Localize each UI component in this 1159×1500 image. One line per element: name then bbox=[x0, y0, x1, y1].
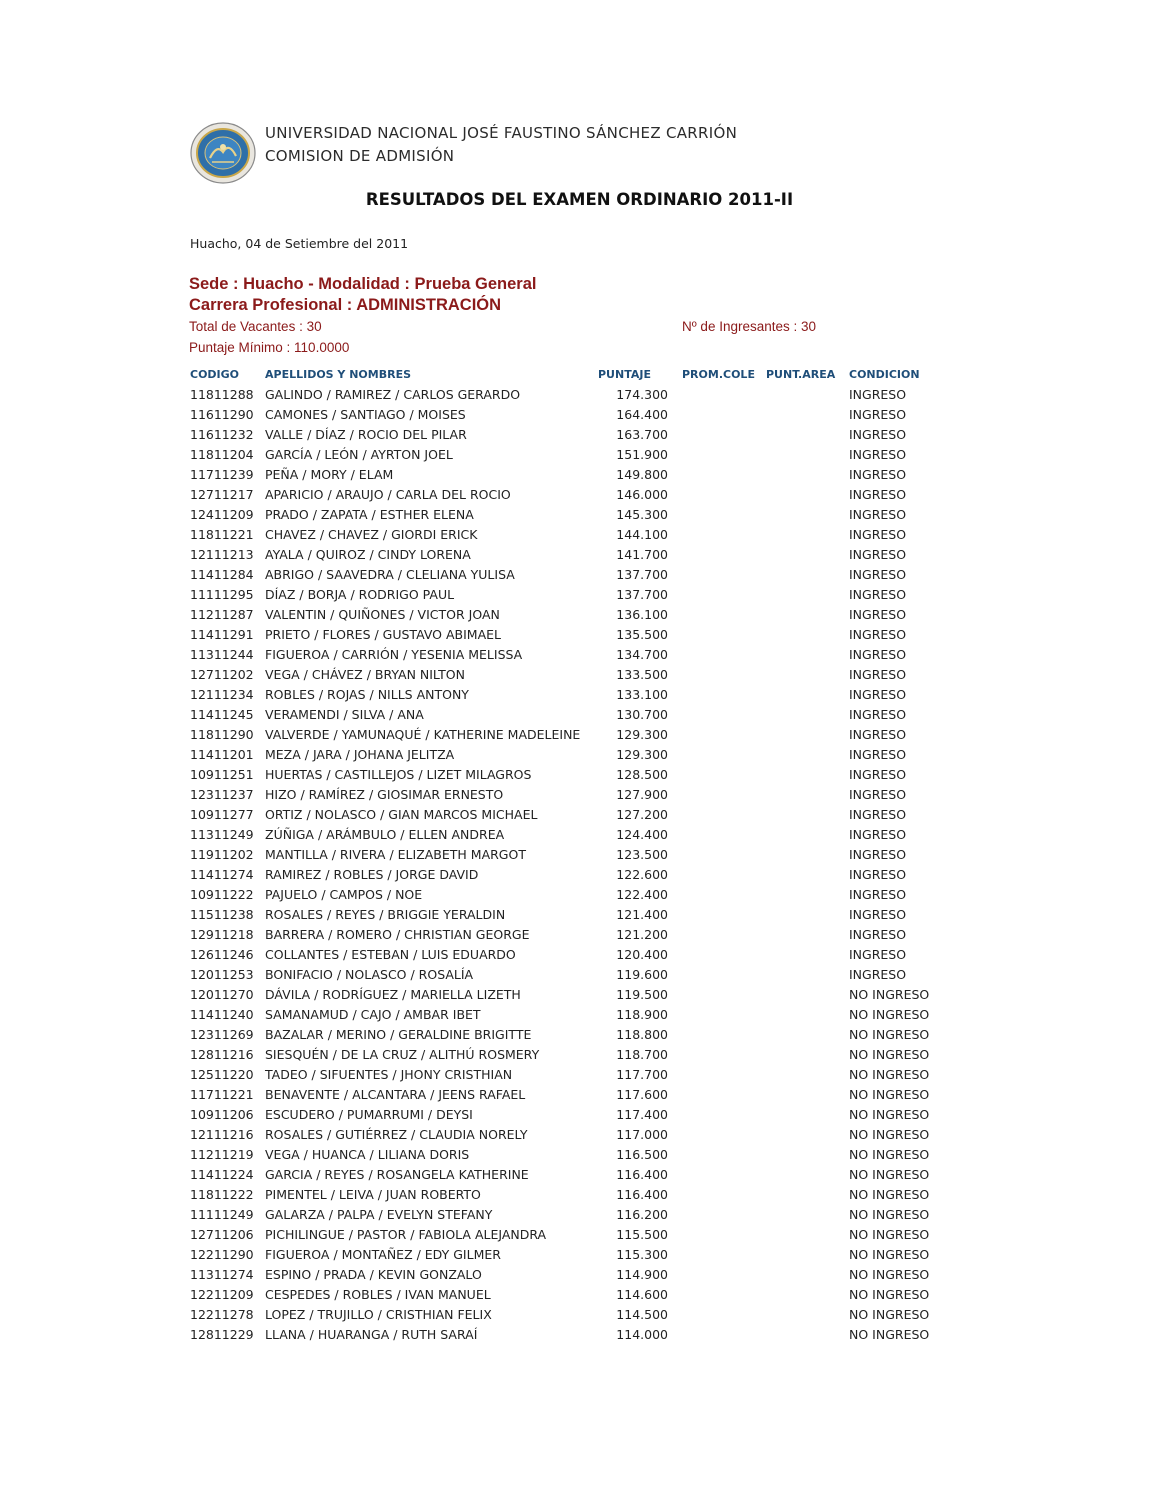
row-apellidos-nombres: PRADO / ZAPATA / ESTHER ELENA bbox=[265, 507, 474, 522]
row-condicion: NO INGRESO bbox=[849, 1087, 930, 1102]
table-row bbox=[0, 905, 1159, 925]
row-condicion: NO INGRESO bbox=[849, 1127, 930, 1142]
row-puntaje: 120.400 bbox=[616, 947, 668, 962]
row-apellidos-nombres: ESPINO / PRADA / KEVIN GONZALO bbox=[265, 1267, 482, 1282]
row-codigo: 11111249 bbox=[190, 1207, 254, 1222]
row-codigo: 11811204 bbox=[190, 447, 254, 462]
row-codigo: 11411224 bbox=[190, 1167, 254, 1182]
row-codigo: 12911218 bbox=[190, 927, 254, 942]
table-row bbox=[0, 645, 1159, 665]
table-row bbox=[0, 1065, 1159, 1085]
carrera-profesional: Carrera Profesional : ADMINISTRACIÓN bbox=[189, 296, 502, 314]
row-puntaje: 174.300 bbox=[616, 387, 668, 402]
row-apellidos-nombres: DÁVILA / RODRÍGUEZ / MARIELLA LIZETH bbox=[265, 987, 521, 1002]
row-puntaje: 117.400 bbox=[616, 1107, 668, 1122]
table-row bbox=[0, 765, 1159, 785]
header-apellidos-nombres: APELLIDOS Y NOMBRES bbox=[265, 368, 412, 381]
row-condicion: NO INGRESO bbox=[849, 1267, 930, 1282]
row-condicion: NO INGRESO bbox=[849, 1067, 930, 1082]
row-puntaje: 122.600 bbox=[616, 867, 668, 882]
table-row bbox=[0, 1145, 1159, 1165]
row-condicion: NO INGRESO bbox=[849, 1287, 930, 1302]
row-puntaje: 145.300 bbox=[616, 507, 668, 522]
row-puntaje: 128.500 bbox=[616, 767, 668, 782]
row-codigo: 12411209 bbox=[190, 507, 254, 522]
header-condicion: CONDICION bbox=[849, 368, 920, 381]
row-codigo: 11811221 bbox=[190, 527, 254, 542]
row-puntaje: 136.100 bbox=[616, 607, 668, 622]
row-condicion: INGRESO bbox=[849, 907, 907, 922]
row-puntaje: 164.400 bbox=[616, 407, 668, 422]
row-codigo: 11411245 bbox=[190, 707, 254, 722]
row-apellidos-nombres: GARCIA / REYES / ROSANGELA KATHERINE bbox=[265, 1167, 529, 1182]
row-condicion: NO INGRESO bbox=[849, 1107, 930, 1122]
row-apellidos-nombres: HUERTAS / CASTILLEJOS / LIZET MILAGROS bbox=[265, 767, 532, 782]
row-puntaje: 137.700 bbox=[616, 587, 668, 602]
row-condicion: INGRESO bbox=[849, 727, 907, 742]
table-row bbox=[0, 865, 1159, 885]
table-row bbox=[0, 1165, 1159, 1185]
row-puntaje: 127.200 bbox=[616, 807, 668, 822]
row-puntaje: 122.400 bbox=[616, 887, 668, 902]
row-condicion: NO INGRESO bbox=[849, 1147, 930, 1162]
row-codigo: 11311244 bbox=[190, 647, 254, 662]
table-row bbox=[0, 725, 1159, 745]
row-condicion: INGRESO bbox=[849, 787, 907, 802]
row-apellidos-nombres: ABRIGO / SAAVEDRA / CLELIANA YULISA bbox=[265, 567, 515, 582]
table-row bbox=[0, 565, 1159, 585]
row-apellidos-nombres: LOPEZ / TRUJILLO / CRISTHIAN FELIX bbox=[265, 1307, 492, 1322]
row-codigo: 12711202 bbox=[190, 667, 254, 682]
table-row bbox=[0, 1125, 1159, 1145]
row-apellidos-nombres: HIZO / RAMÍREZ / GIOSIMAR ERNESTO bbox=[265, 787, 504, 802]
puntaje-minimo: Puntaje Mínimo : 110.0000 bbox=[189, 340, 350, 355]
row-codigo: 11411274 bbox=[190, 867, 254, 882]
table-row bbox=[0, 885, 1159, 905]
results-table-body bbox=[0, 385, 1159, 1345]
document-title: RESULTADOS DEL EXAMEN ORDINARIO 2011-II bbox=[365, 190, 794, 209]
row-apellidos-nombres: VEGA / HUANCA / LILIANA DORIS bbox=[265, 1147, 470, 1162]
row-condicion: INGRESO bbox=[849, 447, 907, 462]
row-condicion: NO INGRESO bbox=[849, 1007, 930, 1022]
row-apellidos-nombres: AYALA / QUIROZ / CINDY LORENA bbox=[265, 547, 471, 562]
table-row bbox=[0, 785, 1159, 805]
table-row bbox=[0, 585, 1159, 605]
row-apellidos-nombres: BAZALAR / MERINO / GERALDINE BRIGITTE bbox=[265, 1027, 532, 1042]
table-row bbox=[0, 545, 1159, 565]
table-row bbox=[0, 685, 1159, 705]
row-codigo: 12211290 bbox=[190, 1247, 254, 1262]
row-apellidos-nombres: VALENTIN / QUIÑONES / VICTOR JOAN bbox=[265, 607, 500, 622]
row-puntaje: 146.000 bbox=[616, 487, 668, 502]
row-puntaje: 121.400 bbox=[616, 907, 668, 922]
row-apellidos-nombres: CAMONES / SANTIAGO / MOISES bbox=[265, 407, 466, 422]
row-apellidos-nombres: ROSALES / REYES / BRIGGIE YERALDIN bbox=[265, 907, 506, 922]
row-puntaje: 117.600 bbox=[616, 1087, 668, 1102]
row-condicion: INGRESO bbox=[849, 667, 907, 682]
row-puntaje: 114.900 bbox=[616, 1267, 668, 1282]
row-apellidos-nombres: SIESQUÉN / DE LA CRUZ / ALITHÚ ROSMERY bbox=[265, 1047, 540, 1062]
table-row bbox=[0, 805, 1159, 825]
document-header bbox=[190, 120, 890, 186]
row-condicion: INGRESO bbox=[849, 687, 907, 702]
row-codigo: 11211287 bbox=[190, 607, 254, 622]
row-apellidos-nombres: APARICIO / ARAUJO / CARLA DEL ROCIO bbox=[265, 487, 511, 502]
row-codigo: 12611246 bbox=[190, 947, 254, 962]
row-condicion: INGRESO bbox=[849, 767, 907, 782]
table-row bbox=[0, 1105, 1159, 1125]
row-apellidos-nombres: GALINDO / RAMIREZ / CARLOS GERARDO bbox=[265, 387, 521, 402]
row-condicion: NO INGRESO bbox=[849, 987, 930, 1002]
row-puntaje: 149.800 bbox=[616, 467, 668, 482]
row-apellidos-nombres: SAMANAMUD / CAJO / AMBAR IBET bbox=[265, 1007, 481, 1022]
row-puntaje: 117.000 bbox=[616, 1127, 668, 1142]
row-apellidos-nombres: FIGUEROA / CARRIÓN / YESENIA MELISSA bbox=[265, 647, 523, 662]
row-condicion: NO INGRESO bbox=[849, 1167, 930, 1182]
row-condicion: INGRESO bbox=[849, 527, 907, 542]
table-header bbox=[0, 368, 1159, 384]
row-condicion: INGRESO bbox=[849, 807, 907, 822]
row-codigo: 12011253 bbox=[190, 967, 254, 982]
table-row bbox=[0, 1305, 1159, 1325]
row-apellidos-nombres: TADEO / SIFUENTES / JHONY CRISTHIAN bbox=[265, 1067, 513, 1082]
table-row bbox=[0, 625, 1159, 645]
row-codigo: 12211209 bbox=[190, 1287, 254, 1302]
table-row bbox=[0, 1245, 1159, 1265]
row-apellidos-nombres: RAMIREZ / ROBLES / JORGE DAVID bbox=[265, 867, 479, 882]
row-condicion: INGRESO bbox=[849, 467, 907, 482]
row-puntaje: 129.300 bbox=[616, 727, 668, 742]
row-codigo: 10911277 bbox=[190, 807, 254, 822]
table-row bbox=[0, 525, 1159, 545]
table-row bbox=[0, 1025, 1159, 1045]
row-condicion: INGRESO bbox=[849, 927, 907, 942]
row-apellidos-nombres: DÍAZ / BORJA / RODRIGO PAUL bbox=[265, 587, 455, 602]
total-vacantes: Total de Vacantes : 30 bbox=[189, 319, 322, 334]
row-apellidos-nombres: GALARZA / PALPA / EVELYN STEFANY bbox=[265, 1207, 493, 1222]
row-codigo: 11411291 bbox=[190, 627, 254, 642]
table-row bbox=[0, 1185, 1159, 1205]
row-condicion: INGRESO bbox=[849, 887, 907, 902]
row-puntaje: 114.600 bbox=[616, 1287, 668, 1302]
header-punt-area: PUNT.AREA bbox=[766, 368, 836, 381]
row-codigo: 11311249 bbox=[190, 827, 254, 842]
row-codigo: 11611232 bbox=[190, 427, 254, 442]
row-apellidos-nombres: PRIETO / FLORES / GUSTAVO ABIMAEL bbox=[265, 627, 502, 642]
row-puntaje: 127.900 bbox=[616, 787, 668, 802]
row-puntaje: 115.500 bbox=[616, 1227, 668, 1242]
table-row bbox=[0, 445, 1159, 465]
row-apellidos-nombres: PIMENTEL / LEIVA / JUAN ROBERTO bbox=[265, 1187, 481, 1202]
table-row bbox=[0, 485, 1159, 505]
row-apellidos-nombres: PAJUELO / CAMPOS / NOE bbox=[265, 887, 423, 902]
row-condicion: NO INGRESO bbox=[849, 1227, 930, 1242]
row-puntaje: 116.400 bbox=[616, 1167, 668, 1182]
row-apellidos-nombres: BONIFACIO / NOLASCO / ROSALÍA bbox=[265, 967, 474, 982]
row-codigo: 11611290 bbox=[190, 407, 254, 422]
header-puntaje: PUNTAJE bbox=[598, 368, 651, 381]
row-puntaje: 118.900 bbox=[616, 1007, 668, 1022]
row-condicion: NO INGRESO bbox=[849, 1207, 930, 1222]
row-puntaje: 115.300 bbox=[616, 1247, 668, 1262]
table-row bbox=[0, 925, 1159, 945]
table-row bbox=[0, 1265, 1159, 1285]
row-puntaje: 137.700 bbox=[616, 567, 668, 582]
row-condicion: INGRESO bbox=[849, 507, 907, 522]
row-codigo: 11811222 bbox=[190, 1187, 254, 1202]
row-puntaje: 114.000 bbox=[616, 1327, 668, 1342]
row-codigo: 12311269 bbox=[190, 1027, 254, 1042]
row-condicion: INGRESO bbox=[849, 587, 907, 602]
row-codigo: 10911251 bbox=[190, 767, 254, 782]
row-codigo: 11711239 bbox=[190, 467, 254, 482]
row-condicion: INGRESO bbox=[849, 827, 907, 842]
row-apellidos-nombres: MANTILLA / RIVERA / ELIZABETH MARGOT bbox=[265, 847, 526, 862]
row-condicion: NO INGRESO bbox=[849, 1247, 930, 1262]
row-puntaje: 163.700 bbox=[616, 427, 668, 442]
sede-modalidad: Sede : Huacho - Modalidad : Prueba General bbox=[189, 275, 537, 293]
row-condicion: NO INGRESO bbox=[849, 1027, 930, 1042]
document-date: Huacho, 04 de Setiembre del 2011 bbox=[190, 236, 409, 251]
row-codigo: 12211278 bbox=[190, 1307, 254, 1322]
row-condicion: INGRESO bbox=[849, 387, 907, 402]
table-row bbox=[0, 945, 1159, 965]
table-row bbox=[0, 1325, 1159, 1345]
university-seal-icon bbox=[190, 122, 256, 184]
row-puntaje: 133.500 bbox=[616, 667, 668, 682]
table-row bbox=[0, 405, 1159, 425]
table-row bbox=[0, 385, 1159, 405]
numero-ingresantes: Nº de Ingresantes : 30 bbox=[682, 319, 817, 334]
row-codigo: 12111216 bbox=[190, 1127, 254, 1142]
row-codigo: 10911206 bbox=[190, 1107, 254, 1122]
table-row bbox=[0, 665, 1159, 685]
row-puntaje: 117.700 bbox=[616, 1067, 668, 1082]
table-row bbox=[0, 965, 1159, 985]
row-condicion: NO INGRESO bbox=[849, 1307, 930, 1322]
row-apellidos-nombres: ORTIZ / NOLASCO / GIAN MARCOS MICHAEL bbox=[265, 807, 538, 822]
table-row bbox=[0, 1085, 1159, 1105]
table-row bbox=[0, 1045, 1159, 1065]
row-puntaje: 133.100 bbox=[616, 687, 668, 702]
table-row bbox=[0, 1225, 1159, 1245]
row-puntaje: 121.200 bbox=[616, 927, 668, 942]
row-condicion: INGRESO bbox=[849, 627, 907, 642]
institution-name: UNIVERSIDAD NACIONAL JOSÉ FAUSTINO SÁNCHEZ CARRIÓN bbox=[265, 124, 738, 142]
row-codigo: 11411201 bbox=[190, 747, 254, 762]
row-apellidos-nombres: ESCUDERO / PUMARRUMI / DEYSI bbox=[265, 1107, 473, 1122]
row-puntaje: 118.800 bbox=[616, 1027, 668, 1042]
header-prom-cole: PROM.COLE bbox=[682, 368, 755, 381]
row-codigo: 12111234 bbox=[190, 687, 254, 702]
row-puntaje: 118.700 bbox=[616, 1047, 668, 1062]
table-row bbox=[0, 605, 1159, 625]
row-condicion: INGRESO bbox=[849, 847, 907, 862]
row-puntaje: 130.700 bbox=[616, 707, 668, 722]
row-codigo: 12011270 bbox=[190, 987, 254, 1002]
table-row bbox=[0, 845, 1159, 865]
row-apellidos-nombres: PEÑA / MORY / ELAM bbox=[265, 467, 394, 482]
row-apellidos-nombres: VERAMENDI / SILVA / ANA bbox=[265, 707, 424, 722]
row-puntaje: 124.400 bbox=[616, 827, 668, 842]
row-apellidos-nombres: VALLE / DÍAZ / ROCIO DEL PILAR bbox=[265, 427, 467, 442]
row-puntaje: 144.100 bbox=[616, 527, 668, 542]
row-puntaje: 119.600 bbox=[616, 967, 668, 982]
row-codigo: 12111213 bbox=[190, 547, 254, 562]
table-row bbox=[0, 1005, 1159, 1025]
row-puntaje: 114.500 bbox=[616, 1307, 668, 1322]
table-row bbox=[0, 1285, 1159, 1305]
row-codigo: 11511238 bbox=[190, 907, 254, 922]
row-codigo: 11811290 bbox=[190, 727, 254, 742]
row-apellidos-nombres: FIGUEROA / MONTAÑEZ / EDY GILMER bbox=[265, 1247, 501, 1262]
table-row bbox=[0, 745, 1159, 765]
table-row bbox=[0, 465, 1159, 485]
table-row bbox=[0, 505, 1159, 525]
row-codigo: 11411284 bbox=[190, 567, 254, 582]
row-condicion: INGRESO bbox=[849, 647, 907, 662]
row-condicion: INGRESO bbox=[849, 487, 907, 502]
row-condicion: INGRESO bbox=[849, 967, 907, 982]
row-puntaje: 135.500 bbox=[616, 627, 668, 642]
row-condicion: INGRESO bbox=[849, 567, 907, 582]
row-puntaje: 116.500 bbox=[616, 1147, 668, 1162]
row-condicion: INGRESO bbox=[849, 867, 907, 882]
row-condicion: INGRESO bbox=[849, 607, 907, 622]
row-apellidos-nombres: VEGA / CHÁVEZ / BRYAN NILTON bbox=[265, 667, 465, 682]
row-condicion: INGRESO bbox=[849, 747, 907, 762]
row-condicion: NO INGRESO bbox=[849, 1187, 930, 1202]
row-apellidos-nombres: BENAVENTE / ALCANTARA / JEENS RAFAEL bbox=[265, 1087, 526, 1102]
row-condicion: INGRESO bbox=[849, 407, 907, 422]
committee-name: COMISION DE ADMISIÓN bbox=[265, 147, 455, 165]
row-puntaje: 116.200 bbox=[616, 1207, 668, 1222]
row-apellidos-nombres: ROBLES / ROJAS / NILLS ANTONY bbox=[265, 687, 469, 702]
row-codigo: 12711206 bbox=[190, 1227, 254, 1242]
row-codigo: 11111295 bbox=[190, 587, 254, 602]
row-apellidos-nombres: BARRERA / ROMERO / CHRISTIAN GEORGE bbox=[265, 927, 530, 942]
row-codigo: 12711217 bbox=[190, 487, 254, 502]
table-row bbox=[0, 825, 1159, 845]
table-row bbox=[0, 425, 1159, 445]
row-codigo: 12811229 bbox=[190, 1327, 254, 1342]
row-condicion: INGRESO bbox=[849, 547, 907, 562]
table-row bbox=[0, 985, 1159, 1005]
row-apellidos-nombres: ZÚÑIGA / ARÁMBULO / ELLEN ANDREA bbox=[265, 827, 505, 842]
row-codigo: 11211219 bbox=[190, 1147, 254, 1162]
row-codigo: 12511220 bbox=[190, 1067, 254, 1082]
row-condicion: INGRESO bbox=[849, 427, 907, 442]
row-apellidos-nombres: VALVERDE / YAMUNAQUÉ / KATHERINE MADELEINE bbox=[265, 727, 581, 742]
row-codigo: 12811216 bbox=[190, 1047, 254, 1062]
row-puntaje: 119.500 bbox=[616, 987, 668, 1002]
table-row bbox=[0, 1205, 1159, 1225]
row-apellidos-nombres: GARCÍA / LEÓN / AYRTON JOEL bbox=[265, 447, 453, 462]
table-row bbox=[0, 705, 1159, 725]
row-apellidos-nombres: LLANA / HUARANGA / RUTH SARAÍ bbox=[265, 1327, 478, 1342]
row-puntaje: 129.300 bbox=[616, 747, 668, 762]
row-puntaje: 134.700 bbox=[616, 647, 668, 662]
row-codigo: 12311237 bbox=[190, 787, 254, 802]
row-apellidos-nombres: PICHILINGUE / PASTOR / FABIOLA ALEJANDRA bbox=[265, 1227, 547, 1242]
row-codigo: 11411240 bbox=[190, 1007, 254, 1022]
row-condicion: NO INGRESO bbox=[849, 1047, 930, 1062]
row-codigo: 10911222 bbox=[190, 887, 254, 902]
row-condicion: INGRESO bbox=[849, 947, 907, 962]
row-codigo: 11711221 bbox=[190, 1087, 254, 1102]
row-apellidos-nombres: CESPEDES / ROBLES / IVAN MANUEL bbox=[265, 1287, 491, 1302]
row-puntaje: 141.700 bbox=[616, 547, 668, 562]
row-condicion: INGRESO bbox=[849, 707, 907, 722]
row-apellidos-nombres: CHAVEZ / CHAVEZ / GIORDI ERICK bbox=[265, 527, 478, 542]
row-codigo: 11811288 bbox=[190, 387, 254, 402]
header-codigo: CODIGO bbox=[190, 368, 240, 381]
row-apellidos-nombres: COLLANTES / ESTEBAN / LUIS EDUARDO bbox=[265, 947, 516, 962]
row-puntaje: 151.900 bbox=[616, 447, 668, 462]
row-codigo: 11911202 bbox=[190, 847, 254, 862]
row-codigo: 11311274 bbox=[190, 1267, 254, 1282]
row-apellidos-nombres: MEZA / JARA / JOHANA JELITZA bbox=[265, 747, 455, 762]
row-puntaje: 116.400 bbox=[616, 1187, 668, 1202]
row-apellidos-nombres: ROSALES / GUTIÉRREZ / CLAUDIA NORELY bbox=[265, 1127, 528, 1142]
row-puntaje: 123.500 bbox=[616, 847, 668, 862]
row-condicion: NO INGRESO bbox=[849, 1327, 930, 1342]
